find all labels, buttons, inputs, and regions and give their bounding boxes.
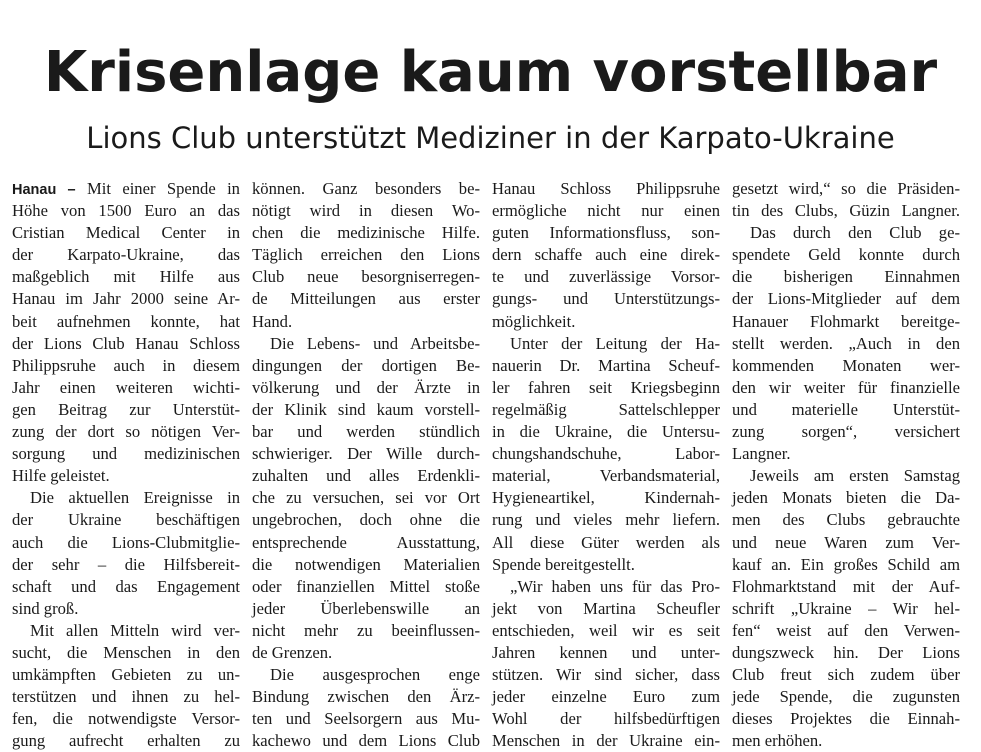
article-line: stützen. Wir sind sicher, dass — [492, 665, 720, 685]
article-line: ler fahren seit Kriegsbeginn — [492, 377, 720, 397]
article-line: men des Clubs gebrauchte — [732, 510, 960, 530]
article-line: Wohl der hilfsbedürftigen — [492, 709, 720, 729]
article-line: der Klinik sind kaum vorstell- — [252, 399, 480, 419]
article-line: nötigt wird in diesen Wo- — [252, 201, 480, 221]
article-line: Die Lebens- und Arbeitsbe- — [270, 333, 480, 353]
article-line: gesetzt wird,“ so die Präsiden- — [732, 179, 960, 198]
article-line: möglichkeit. — [492, 311, 576, 331]
article-line: auch die Lions-Clubmitglie- — [12, 532, 240, 552]
article-column-2 — [252, 178, 480, 752]
article-line: Jahr einen weiteren wichti- — [12, 377, 240, 397]
article-line: der sehr – die Hilfsbereit- — [12, 554, 240, 574]
article-line: kauf an. Ein großes Schild am — [732, 554, 960, 574]
article-line: fen, die notwendigste Versor- — [12, 709, 240, 729]
article-line: Täglich erreichen den Lions — [252, 245, 480, 265]
article-line: zung sorgen“, versichert — [732, 422, 960, 442]
headline: Krisenlage kaum vorstellbar — [43, 40, 938, 105]
article-line: entsprechende Ausstattung, — [252, 532, 480, 552]
article-line: Die aktuellen Ereignisse in — [30, 488, 240, 508]
article-line: sind groß. — [12, 598, 79, 618]
article-line: schaft und das Engagement — [12, 576, 240, 596]
article-line: nauerin Dr. Martina Scheuf- — [492, 355, 720, 375]
article-line: zuhalten und alles Erdenkli- — [252, 466, 480, 486]
article-line: dieses Projektes die Einnah- — [732, 709, 960, 729]
article-line: regelmäßig Sattelschlepper — [492, 399, 720, 419]
article-line: spendete Geld konnte durch — [732, 245, 960, 265]
article-line: und materielle Unterstüt- — [732, 399, 960, 419]
article-line: Die ausgesprochen enge — [270, 665, 480, 685]
article-line: können. Ganz besonders be- — [252, 179, 480, 198]
article-line: Hanau Schloss Philippsruhe — [492, 179, 720, 198]
article-line: fen“ weist auf den Verwen- — [732, 620, 960, 640]
article-line: maßgeblich mit Hilfe aus — [12, 267, 240, 287]
article-line: zung der dort so nötigen Ver- — [12, 422, 240, 442]
article-column-1 — [12, 178, 240, 752]
article-line: gen Beitrag zur Unterstüt- — [12, 399, 240, 419]
article-column-4 — [732, 178, 960, 752]
article-line: gung aufrecht erhalten zu — [12, 731, 240, 751]
article-line: dern schaffe auch eine direk- — [492, 245, 720, 265]
article-line: chen die medizinische Hilfe. — [252, 223, 480, 243]
article-line: Jeweils am ersten Samstag — [750, 466, 960, 486]
article-line: All diese Güter werden als — [492, 532, 720, 552]
article-line: beit aufnehmen konnte, hat — [12, 311, 240, 331]
article-line: guten Informationsfluss, son- — [492, 223, 720, 243]
article-line: sorgung und medizinischen — [12, 444, 240, 464]
article-line: Cristian Medical Center in — [12, 223, 240, 243]
article-line: Philippsruhe auch in diesem — [12, 355, 240, 375]
subheadline: Lions Club unterstützt Mediziner in der Karpato-Ukraine — [86, 121, 895, 155]
article-line: den wir weiter für finanzielle — [732, 377, 960, 397]
article-line: Bindung zwischen den Ärz- — [252, 687, 480, 707]
article-line: der Ukraine beschäftigen — [12, 510, 240, 530]
article-line: und neue Waren zum Ver- — [732, 532, 960, 552]
article-line: Menschen in der Ukraine ein- — [492, 731, 720, 751]
article-line: jeder Überlebenswille an — [252, 598, 480, 618]
article-line: Flohmarktstand mit der Auf- — [732, 576, 960, 596]
article-line: material, Verbandsmaterial, — [492, 466, 720, 486]
article-line: te und zuverlässige Vorsor- — [492, 267, 720, 287]
article-line: ungebrochen, doch ohne die — [252, 510, 480, 530]
article-line: Hygieneartikel, Kindernah- — [492, 488, 720, 508]
article-line: dingungen der dortigen Be- — [252, 355, 480, 375]
article-line: chungshandschuhe, Labor- — [492, 444, 720, 464]
article-line: schrift „Ukraine – Wir hel- — [732, 598, 960, 618]
article-line: terstützen und ihnen zu hel- — [12, 687, 240, 707]
article-line: in die Ukraine, die Untersu- — [492, 422, 720, 442]
article-line: rung und vieles mehr liefern. — [492, 510, 720, 530]
article-line-text: Mit einer Spende in — [75, 179, 240, 198]
article-line: entschieden, weil wir es seit — [492, 620, 720, 640]
article-line: ten und Seelsorgern aus Mu- — [252, 709, 480, 729]
article-line: Hanauer Flohmarkt bereitge- — [732, 311, 960, 331]
article-line: der Lions Club Hanau Schloss — [12, 333, 240, 353]
article-line: jeder einzelne Euro zum — [492, 687, 720, 707]
article-line: jeden Monats bieten die Da- — [732, 488, 960, 508]
article-line: de Grenzen. — [252, 642, 333, 662]
article-line: Mit allen Mitteln wird ver- — [30, 620, 240, 640]
article-line: oder finanziellen Mittel stoße — [252, 576, 480, 596]
article-line: che zu versuchen, sei vor Ort — [252, 488, 480, 508]
article-line: Langner. — [732, 444, 791, 464]
article-line: die bisherigen Einnahmen — [732, 267, 960, 287]
article-line: Hilfe geleistet. — [12, 466, 110, 486]
article-line: tin des Clubs, Güzin Langner. — [732, 201, 960, 221]
article-line: Unter der Leitung der Ha- — [510, 333, 720, 353]
article-column-3 — [492, 178, 720, 752]
article-line — [12, 178, 240, 200]
article-line: men erhöhen. — [732, 731, 823, 751]
article-line: gungs- und Unterstützungs- — [492, 289, 720, 309]
article-line: Hand. — [252, 311, 293, 331]
article-line: de Mitteilungen aus erster — [252, 289, 480, 309]
article-line: stellt werden. „Auch in den — [732, 333, 960, 353]
article-line: ermögliche nicht nur einen — [492, 201, 720, 221]
article-line: Club neue besorgniserregen- — [252, 267, 480, 287]
article-line: kachewo und dem Lions Club — [252, 731, 480, 751]
article-line: jekt von Martina Scheufler — [492, 598, 720, 618]
article-line: sucht, die Menschen in den — [12, 642, 240, 662]
article-line: jede Spende, die zugunsten — [732, 687, 960, 707]
article-line: umkämpften Gebieten zu un- — [12, 665, 240, 685]
article-line: Das durch den Club ge- — [750, 223, 960, 243]
article-line: Jahren kennen und unter- — [492, 642, 720, 662]
article-line: Spende bereitgestellt. — [492, 554, 635, 574]
article-line: kommenden Monaten wer- — [732, 355, 960, 375]
dateline: Hanau – — [12, 182, 76, 198]
article-line: Hanau im Jahr 2000 seine Ar- — [12, 289, 240, 309]
article-line: bar und werden stündlich — [252, 422, 480, 442]
article-line: der Lions-Mitglieder auf dem — [732, 289, 960, 309]
article-line: dungszweck hin. Der Lions — [732, 642, 960, 662]
article-line: schwieriger. Der Wille durch- — [252, 444, 480, 464]
article-line: der Karpato-Ukraine, das — [12, 245, 240, 265]
article-line: Höhe von 1500 Euro an das — [12, 201, 240, 221]
article-line: nicht mehr zu beeinflussen- — [252, 620, 480, 640]
article-line: „Wir haben uns für das Pro- — [510, 576, 720, 596]
article-line: völkerung und der Ärzte in — [252, 377, 480, 397]
article-line: Club freut sich zudem über — [732, 665, 960, 685]
article-line: die notwendigen Materialien — [252, 554, 480, 574]
